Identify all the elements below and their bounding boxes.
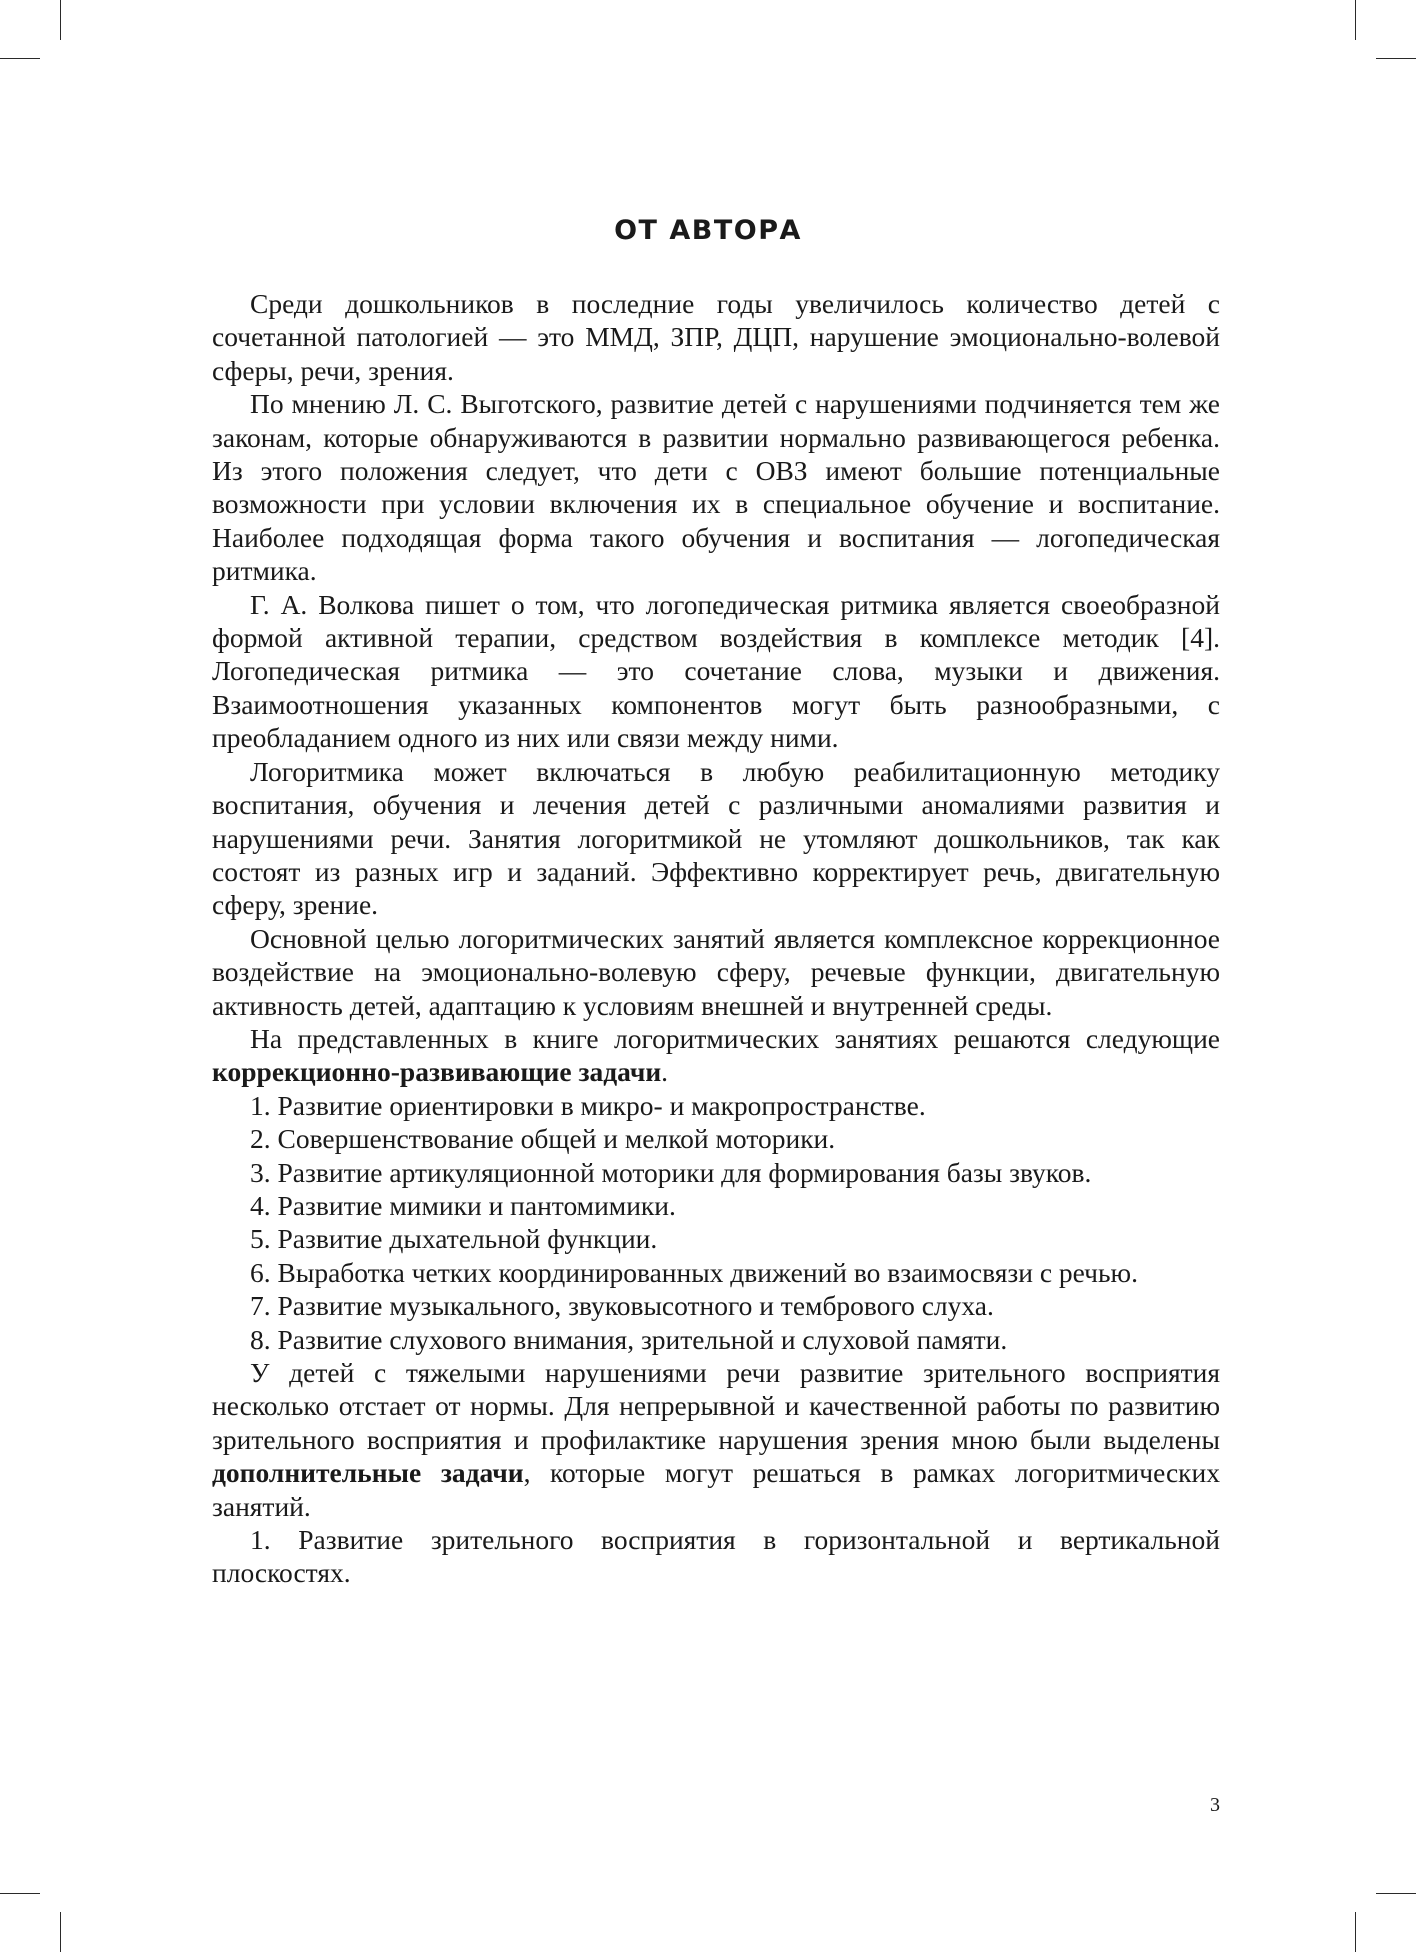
tasks-intro-text: На представленных в книге логоритмических занятиях решаются следующие <box>250 1022 1220 1054</box>
page-number: 3 <box>1210 1794 1220 1816</box>
crop-mark-top-right <box>1355 0 1356 40</box>
page-title: ОТ АВТОРА <box>614 215 802 247</box>
task-item: 5. Развитие дыхательной функции. <box>250 1223 658 1255</box>
paragraph: Логоритмика может включаться в любую реабилитационную методику воспитания, обучения и лечения детей с различными аномалиями развития и нарушениями речи. Занятия логоритмикой не утомляют дошкольников, так как состоят из разных игр и заданий. Эффективно корректирует речь, двигательную сферу, зрение. <box>212 755 1220 921</box>
task-item: 3. Развитие артикуляционной моторики для формирования базы звуков. <box>250 1156 1092 1188</box>
paragraph: Среди дошкольников в последние годы увеличилось количество детей с сочетанной патологией — это ММД, ЗПР, ДЦП, нарушение эмоционально-волевой сферы, речи, зрения. <box>212 288 1220 386</box>
crop-mark-top-right-h <box>1376 58 1416 59</box>
task-item: 4. Развитие мимики и пантомимики. <box>250 1189 676 1221</box>
tasks-intro-end: . <box>661 1056 669 1088</box>
task-item: 8. Развитие слухового внимания, зрительной и слуховой памяти. <box>250 1323 1008 1355</box>
extra-task-item: 1. Развитие зрительного восприятия в горизонтальной и вертикальной плоскостях. <box>212 1524 1220 1589</box>
extra-intro <box>212 1356 1220 1523</box>
crop-mark-bottom-left-h <box>0 1893 40 1894</box>
tasks-intro-bold: коррекционно-развивающие задачи <box>212 1056 662 1088</box>
task-item: 1. Развитие ориентировки в микро- и макропространстве. <box>250 1089 926 1121</box>
extra-intro-bold: дополнительные задачи <box>212 1457 524 1489</box>
paragraph: Основной целью логоритмических занятий является комплексное коррекционное воздействие на эмоционально-волевую сферу, речевые функции, двигательную активность детей, адаптацию к условиям внешней и внутренней среды. <box>212 922 1220 1021</box>
task-item: 6. Выработка четких координированных движений во взаимосвязи с речью. <box>250 1256 1138 1288</box>
crop-mark-bottom-right-h <box>1376 1893 1416 1894</box>
tasks-intro <box>212 1022 1220 1089</box>
crop-mark-bottom-right <box>1355 1912 1356 1952</box>
task-item: 2. Совершенствование общей и мелкой моторики. <box>250 1123 836 1155</box>
task-item: 7. Развитие музыкального, звуковысотного и тембрового слуха. <box>250 1290 994 1322</box>
extra-intro-end: , которые могут решаться в рамках логоритмических занятий. <box>212 1457 1220 1522</box>
crop-mark-top-left-h <box>0 58 40 59</box>
crop-mark-top-left <box>60 0 61 40</box>
body-text <box>212 287 1220 1590</box>
paragraph: Г. А. Волкова пишет о том, что логопедическая ритмика является своеобразной формой активной терапии, средством воздействия в комплексе методик [4]. Логопедическая ритмика — это сочетание слова, музыки и движения. Взаимоотношения указанных компонентов могут быть разнообразными, с преобладанием одного из них или связи между ними. <box>212 588 1220 754</box>
extra-intro-text: У детей с тяжелыми нарушениями речи развитие зрительного восприятия несколько отстает от нормы. Для непрерывной и качественной работы по развитию зрительного восприятия и профилактике нарушения зрения мною были выделены <box>212 1357 1220 1455</box>
crop-mark-bottom-left <box>60 1912 61 1952</box>
paragraph: По мнению Л. С. Выготского, развитие детей с нарушениями подчиняется тем же законам, которые обнаруживаются в развитии нормально развивающегося ребенка. Из этого положения следует, что дети с ОВЗ имеют большие потенциальные возможности при условии включения их в специальное обучение и воспитание. Наиболее подходящая форма такого обучения и воспитания — логопедическая ритмика. <box>212 388 1220 587</box>
